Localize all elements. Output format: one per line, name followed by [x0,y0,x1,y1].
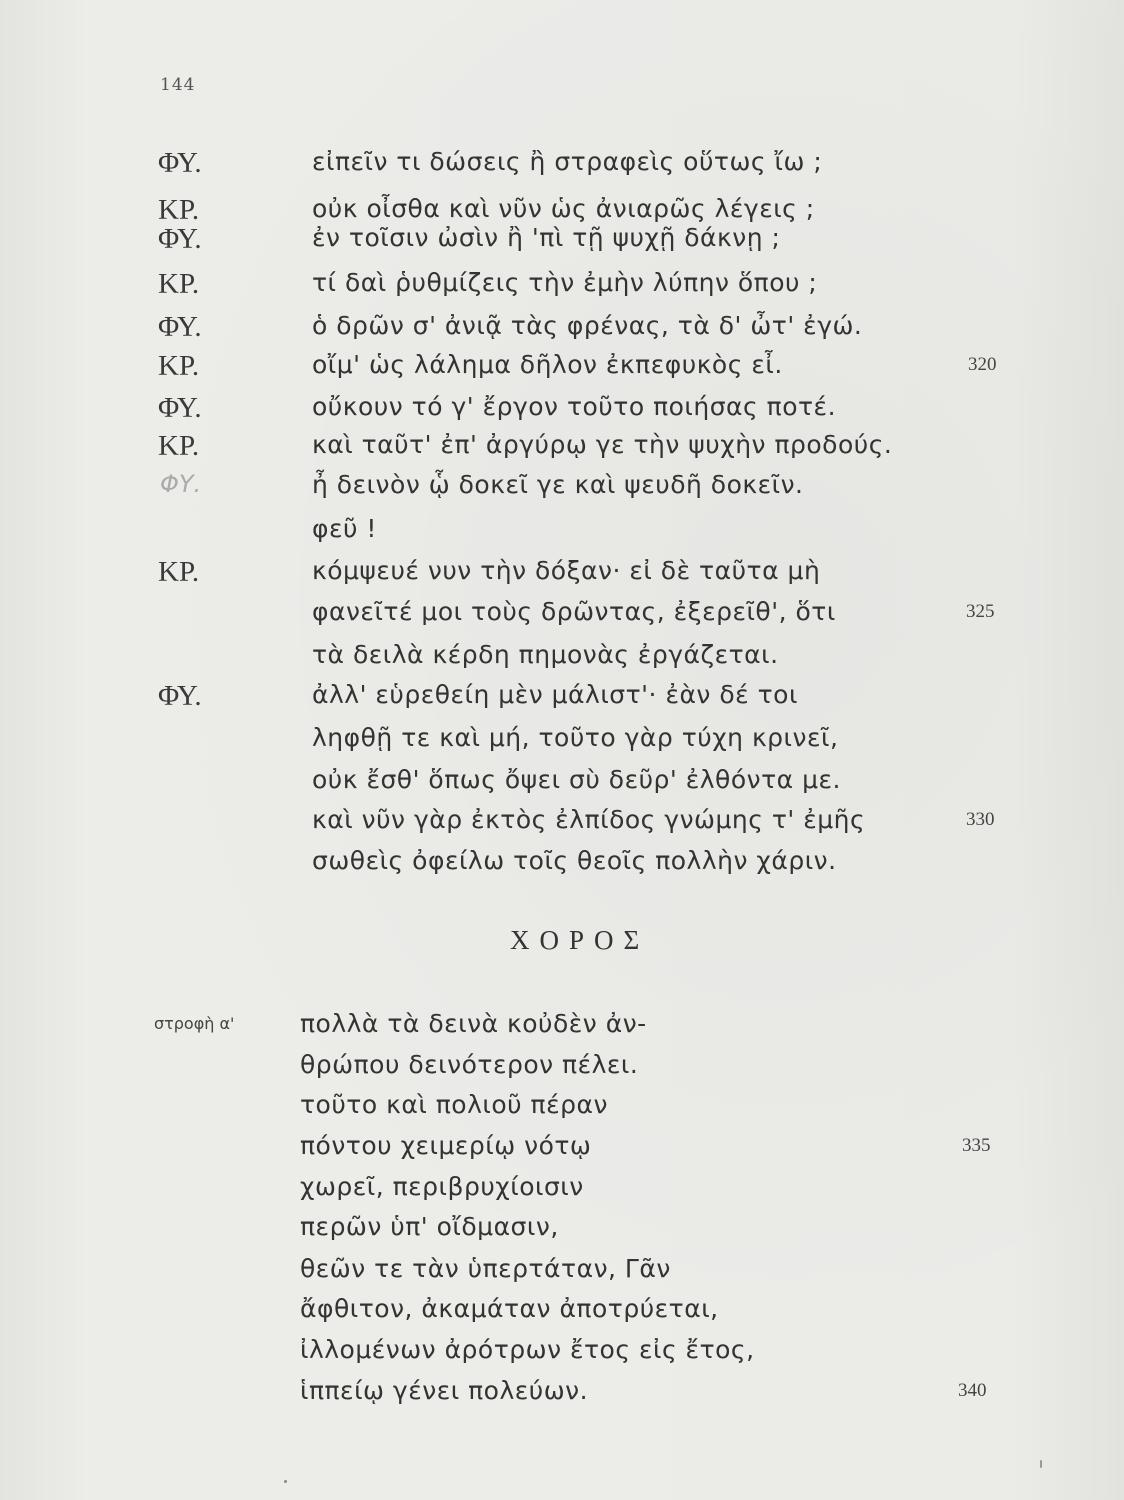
verse-text: πόντου χειμερίῳ νότῳ [300,1131,592,1160]
verse-text: τὰ δειλὰ κέρδη πημονὰς ἐργάζεται. [312,640,779,669]
speaker-label: ΚΡ. [158,194,200,226]
dialogue-line [0,392,1124,432]
line-number: 325 [966,601,995,622]
verse-text: ἦ δεινὸν ᾧ δοκεῖ γε καὶ ψευδῆ δοκεῖν. [312,470,804,499]
dialogue-line [0,430,1124,470]
verse-text: ἱππείῳ γένει πολεύων. [300,1376,589,1405]
verse-text: καὶ ταῦτ' ἐπ' ἀργύρῳ γε τὴν ψυχὴν προδούς. [312,430,893,459]
dialogue-line [0,147,1124,187]
speaker-label: ΦΥ. [158,680,202,712]
strophe-label: στροφὴ α' [154,1014,235,1033]
verse-text: χωρεῖ, περιβρυχίοισιν [300,1172,584,1201]
dialogue-line [0,680,1124,720]
dialogue-line [0,350,1124,390]
ode-line [0,1212,1124,1252]
dialogue-line [0,805,1124,845]
dialogue-line [0,311,1124,351]
verse-text: θεῶν τε τὰν ὑπερτάταν, Γᾶν [300,1254,671,1283]
speaker-label: ΦΥ. [158,392,202,424]
verse-text: οὐκ ἔσθ' ὅπως ὄψει σὺ δεῦρ' ἐλθόντα με. [312,765,841,794]
speaker-label: ΦΥ. [158,311,202,343]
verse-text: φανεῖτέ μοι τοὺς δρῶντας, ἐξερεῖθ', ὅτι [312,597,836,626]
dialogue-line [0,268,1124,308]
verse-text: πολλὰ τὰ δεινὰ κοὐδὲν ἀν- [300,1009,647,1038]
line-number: 340 [958,1380,987,1401]
verse-text: ληφθῇ τε καὶ μή, τοῦτο γὰρ τύχη κρινεῖ, [312,723,839,752]
dialogue-line [0,470,1124,510]
line-number: 335 [962,1135,991,1156]
ode-line [0,1050,1124,1090]
ode-line [0,1131,1124,1171]
verse-text: φεῦ ! [312,514,377,543]
dialogue-line [0,597,1124,637]
ode-line [0,1294,1124,1334]
line-number: 320 [968,354,997,375]
dialogue-line [0,514,1124,554]
verse-text: οἴμ' ὡς λάλημα δῆλον ἐκπεφυκὸς εἶ. [312,350,783,379]
ode-line [0,1376,1124,1416]
verse-text: κόμψευέ νυν τὴν δόξαν· εἰ δὲ ταῦτα μὴ [312,556,821,585]
verse-text: σωθεὶς ὀφείλω τοῖς θεοῖς πολλὴν χάριν. [312,846,837,875]
scan-speck [1040,1460,1042,1468]
scan-speck [284,1480,287,1483]
speaker-label: ΚΡ. [158,430,200,462]
speaker-label: ΚΡ. [158,350,200,382]
verse-text: ἐν τοῖσιν ὠσὶν ἢ 'πὶ τῇ ψυχῇ δάκνῃ ; [312,223,781,252]
verse-text: θρώπου δεινότερον πέλει. [300,1050,639,1079]
verse-text: τοῦτο καὶ πολιοῦ πέραν [300,1090,608,1119]
verse-text: ἀλλ' εὑρεθείη μὲν μάλιστ'· ἐὰν δέ τοι [312,680,798,709]
verse-text: ἰλλομένων ἀρότρων ἔτος εἰς ἔτος, [300,1335,755,1364]
verse-text: εἰπεῖν τι δώσεις ἢ στραφεὶς οὕτως ἴω ; [312,147,823,176]
ode-line [0,1254,1124,1294]
ode-line [0,1335,1124,1375]
verse-text: οὐκ οἶσθα καὶ νῦν ὡς ἀνιαρῶς λέγεις ; [312,194,815,223]
verse-text: οὔκουν τό γ' ἔργον τοῦτο ποιήσας ποτέ. [312,392,837,421]
dialogue-line [0,640,1124,680]
dialogue-line [0,556,1124,596]
verse-text: τί δαὶ ῥυθμίζεις τὴν ἐμὴν λύπην ὅπου ; [312,268,818,297]
line-number: 330 [966,809,995,830]
verse-text: ὁ δρῶν σ' ἀνιᾷ τὰς φρένας, τὰ δ' ὦτ' ἐγώ. [312,311,863,340]
handwritten-speaker-annotation: ΦΥ. [160,470,202,498]
verse-text: καὶ νῦν γὰρ ἐκτὸς ἐλπίδος γνώμης τ' ἐμῆς [312,805,866,834]
speaker-label: ΚΡ. [158,556,200,588]
dialogue-line [0,723,1124,763]
ode-line [0,1090,1124,1130]
ode-line [0,1172,1124,1212]
verse-text: ἄφθιτον, ἀκαμάταν ἀποτρύεται, [300,1294,719,1323]
dialogue-line [0,765,1124,805]
speaker-label: ΦΥ. [158,147,202,179]
speaker-label: ΦΥ. [158,223,202,255]
dialogue-line [0,223,1124,263]
dialogue-line [0,846,1124,886]
verse-text: περῶν ὑπ' οἴδμασιν, [300,1212,559,1241]
ode-line [0,1009,1124,1049]
speaker-label: ΚΡ. [158,268,200,300]
chorus-heading: ΧΟΡΟΣ [510,925,650,955]
page-number: 144 [160,75,196,95]
